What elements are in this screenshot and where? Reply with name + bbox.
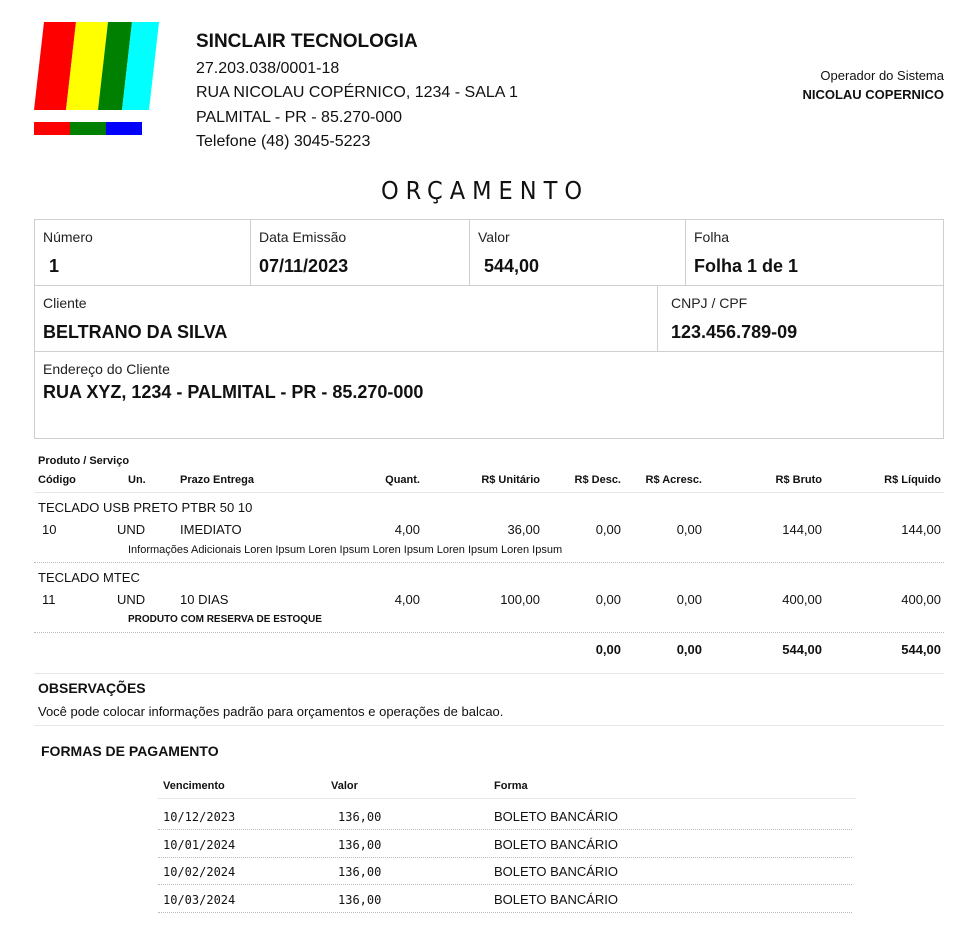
col-prazo: Prazo Entrega [180, 474, 254, 486]
pag-forma: BOLETO BANCÁRIO [494, 892, 619, 907]
col-vencimento: Vencimento [163, 780, 225, 792]
col-liquido: R$ Líquido [884, 474, 941, 486]
item-desc: 0,00 [595, 522, 621, 537]
col-forma: Forma [494, 780, 528, 792]
company-logo [34, 22, 159, 136]
item-name: TECLADO MTEC [38, 570, 140, 585]
item-prazo: 10 DIAS [180, 592, 229, 607]
item-acresc: 0,00 [676, 592, 702, 607]
observacoes-text: Você pode colocar informações padrão para orçamentos e operações de balcao. [38, 704, 504, 719]
valor-label: Valor [478, 229, 510, 245]
numero-cell [35, 220, 250, 285]
col-quant: Quant. [385, 474, 420, 486]
company-phone: Telefone (48) 3045-5223 [196, 133, 371, 150]
col-un: Un. [128, 474, 146, 486]
item-bruto: 400,00 [782, 592, 822, 607]
cliente-cell [35, 286, 657, 351]
folha-value: Folha 1 de 1 [694, 256, 799, 276]
operator-info [802, 66, 944, 104]
data-label: Data Emissão [259, 229, 347, 245]
company-cnpj: 27.203.038/0001-18 [196, 59, 340, 77]
valor-value: 544,00 [484, 256, 540, 276]
col-codigo: Código [38, 474, 76, 486]
pag-vencimento: 10/03/2024 [163, 893, 236, 907]
col-desc: R$ Desc. [574, 474, 621, 486]
operator-label: Operador do Sistema [820, 68, 944, 83]
company-city: PALMITAL - PR - 85.270-000 [196, 108, 403, 126]
item-liquido: 400,00 [901, 592, 941, 607]
pagamento-title: FORMAS DE PAGAMENTO [41, 743, 219, 759]
cnpj-value: 123.456.789-09 [671, 322, 798, 342]
item-desc: 0,00 [595, 592, 621, 607]
item-unitario: 36,00 [507, 522, 540, 537]
company-address: RUA NICOLAU COPÉRNICO, 1234 - SALA 1 [196, 84, 518, 101]
pag-valor: 136,00 [338, 810, 382, 824]
col-unitario: R$ Unitário [481, 474, 540, 486]
col-acresc: R$ Acresc. [645, 474, 702, 486]
endereco-cell [35, 352, 943, 438]
item-quant: 4,00 [394, 522, 420, 537]
observacoes-title: OBSERVAÇÕES [38, 680, 146, 696]
total-bruto: 544,00 [782, 642, 822, 657]
item-codigo: 11 [42, 592, 56, 607]
pag-forma: BOLETO BANCÁRIO [494, 837, 619, 852]
cliente-label: Cliente [43, 295, 87, 311]
cnpj-cell [658, 286, 943, 351]
data-value: 07/11/2023 [259, 256, 349, 276]
item-bruto: 144,00 [782, 522, 822, 537]
pag-vencimento: 10/01/2024 [163, 838, 236, 852]
pag-valor: 136,00 [338, 865, 382, 879]
item-info: Informações Adicionais Loren Ipsum Loren Ipsum Loren Ipsum Loren Ipsum Loren Ipsum [128, 544, 563, 556]
cliente-value: BELTRANO DA SILVA [43, 322, 228, 342]
endereco-value: RUA XYZ, 1234 - PALMITAL - PR - 85.270-000 [43, 382, 424, 402]
pag-valor: 136,00 [338, 838, 382, 852]
endereco-label: Endereço do Cliente [43, 361, 170, 377]
numero-label: Número [43, 229, 93, 245]
pag-vencimento: 10/12/2023 [163, 810, 236, 824]
col-bruto: R$ Bruto [775, 474, 822, 486]
pag-vencimento: 10/02/2024 [163, 865, 236, 879]
total-acresc: 0,00 [676, 642, 702, 657]
item-name: TECLADO USB PRETO PTBR 50 10 [38, 500, 253, 515]
item-un: UND [117, 522, 146, 537]
pag-forma: BOLETO BANCÁRIO [494, 809, 619, 824]
company-info [196, 30, 518, 155]
total-desc: 0,00 [595, 642, 621, 657]
document-title: ORÇAMENTO [380, 176, 590, 205]
data-cell [251, 220, 469, 285]
col-produto: Produto / Serviço [38, 455, 130, 467]
item-prazo: IMEDIATO [180, 522, 242, 537]
company-name: SINCLAIR TECNOLOGIA [196, 31, 418, 52]
header-box [34, 219, 944, 439]
item-quant: 4,00 [394, 592, 420, 607]
pag-valor: 136,00 [338, 893, 382, 907]
item-un: UND [117, 592, 146, 607]
item-info: PRODUTO COM RESERVA DE ESTOQUE [128, 614, 322, 625]
col-valor: Valor [331, 780, 358, 792]
numero-value: 1 [49, 256, 60, 276]
item-unitario: 100,00 [500, 592, 540, 607]
total-liquido: 544,00 [901, 642, 941, 657]
item-acresc: 0,00 [676, 522, 702, 537]
item-liquido: 144,00 [901, 522, 941, 537]
folha-cell [686, 220, 943, 285]
cnpj-label: CNPJ / CPF [671, 295, 748, 311]
valor-cell [470, 220, 685, 285]
item-codigo: 10 [42, 522, 57, 537]
folha-label: Folha [694, 229, 730, 245]
operator-name: NICOLAU COPERNICO [802, 87, 944, 102]
pag-forma: BOLETO BANCÁRIO [494, 864, 619, 879]
